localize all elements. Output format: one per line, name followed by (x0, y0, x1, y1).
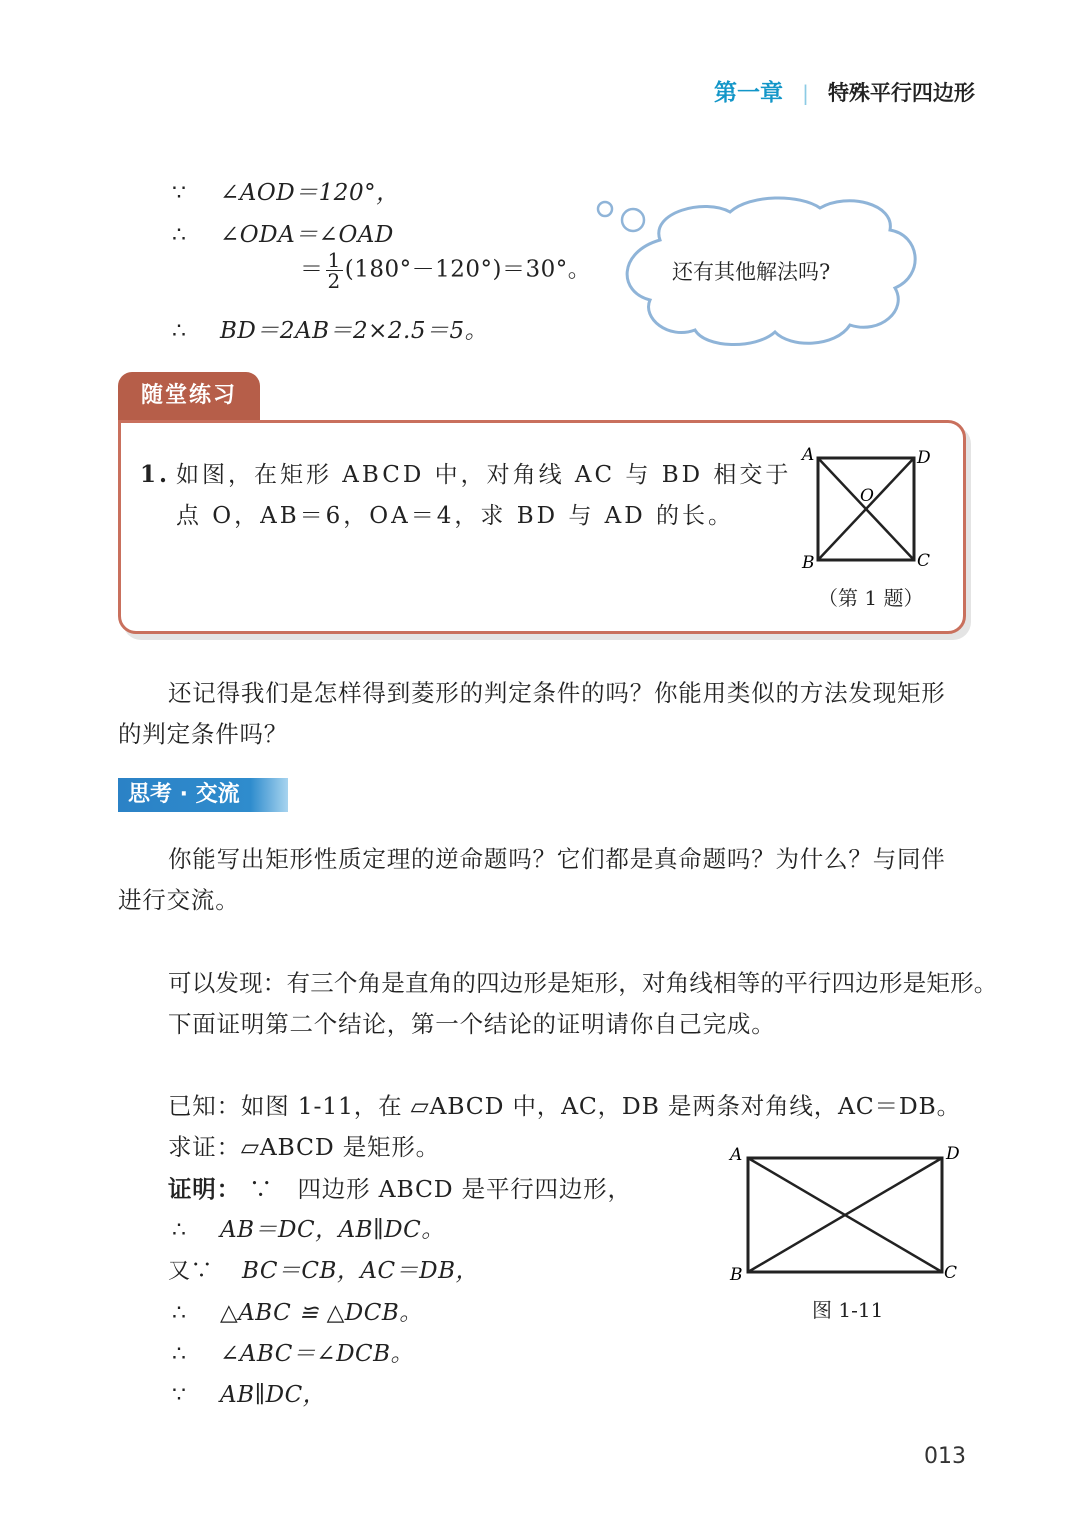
practice-question-line-2: 点 O，AB＝6，OA＝4，求 BD 与 AD 的长。 (176, 503, 735, 529)
label-b: B (802, 553, 815, 573)
practice-tab: 随堂练习 (118, 372, 260, 420)
label-c: C (944, 1263, 958, 1283)
discover-line-2: 下面证明第二个结论，第一个结论的证明请你自己完成。 (168, 1010, 776, 1038)
proof-step-3 (172, 1294, 423, 1327)
because-symbol: ∵ (172, 1383, 187, 1408)
solution-text-1: ∠AOD＝120°， (220, 180, 400, 206)
page-number: 013 (924, 1444, 966, 1469)
thought-bubble-text: 还有其他解法吗? (672, 260, 831, 284)
proof-step-4 (172, 1335, 414, 1368)
recall-line-2: 的判定条件吗？ (118, 720, 289, 748)
figure-1-11-caption: 图 1-11 (812, 1298, 884, 1322)
because-symbol: ∵ (172, 181, 187, 206)
practice-question-line-1 (140, 456, 791, 489)
equals-sign: ＝ (300, 256, 324, 283)
proof-first-line: ∵ 四边形 ABCD 是平行四边形， (248, 1175, 632, 1203)
discover-line-1: 可以发现：有三个角是直角的四边形是矩形，对角线相等的平行四边形是矩形。 (168, 969, 998, 997)
proof-step-2-text: BC＝CB，AC＝DB， (242, 1258, 479, 1284)
proof-step-2 (168, 1252, 479, 1285)
therefore-symbol: ∴ (172, 1301, 187, 1326)
solution-text-2: ∠ODA＝∠OAD (220, 222, 394, 248)
label-a: A (802, 445, 815, 465)
proof-step-4-text: ∠ABC＝∠DCB。 (220, 1341, 415, 1367)
header-separator: | (802, 81, 809, 105)
figure-1-11-rectangle (726, 1140, 966, 1288)
header (714, 74, 975, 107)
solution-line-3 (300, 250, 591, 291)
therefore-symbol: ∴ (172, 319, 187, 344)
label-a: A (730, 1145, 743, 1165)
practice-figure-caption: （第 1 题） (818, 586, 924, 610)
fraction-half (326, 250, 343, 291)
proof-step-1-text: AB＝DC，AB∥DC。 (220, 1217, 445, 1243)
label-b: B (730, 1265, 743, 1285)
therefore-symbol: ∴ (172, 223, 187, 248)
solution-text-4: BD＝2AB＝2×2.5＝5。 (220, 318, 489, 344)
think-exchange-tag: 思考 · 交流 (118, 778, 288, 812)
proof-given: 已知：如图 1-11，在 ▱ABCD 中，AC，DB 是两条对角线，AC＝DB。 (168, 1092, 961, 1120)
proof-to-prove: 求证：▱ABCD 是矩形。 (168, 1133, 440, 1161)
proof-step-5 (172, 1376, 326, 1409)
question-text-1: 如图，在矩形 ABCD 中，对角线 AC 与 BD 相交于 (176, 462, 792, 488)
label-d: D (917, 448, 931, 468)
solution-line-2 (172, 216, 394, 249)
label-d: D (946, 1144, 960, 1164)
think-line-2: 进行交流。 (118, 886, 240, 914)
also-because-symbol: 又∵ (168, 1259, 214, 1284)
label-o: O (860, 486, 874, 506)
proof-label: 证明： (168, 1175, 241, 1203)
chapter-title: 特殊平行四边形 (827, 81, 975, 105)
solution-line-4 (172, 312, 488, 345)
solution-text-3: (180°－120°)＝30°。 (344, 256, 592, 283)
recall-line-1: 还记得我们是怎样得到菱形的判定条件的吗？你能用类似的方法发现矩形 (168, 679, 946, 707)
therefore-symbol: ∴ (172, 1218, 187, 1243)
chapter-label: 第一章 (714, 80, 783, 106)
solution-line-1 (172, 174, 400, 207)
proof-step-1 (172, 1211, 445, 1244)
practice-figure-rectangle (800, 444, 940, 576)
proof-step-5-text: AB∥DC， (220, 1382, 327, 1408)
label-c: C (917, 551, 931, 571)
proof-step-3-text: △ABC ≌ △DCB。 (220, 1300, 423, 1326)
fraction-numerator: 1 (327, 248, 341, 272)
think-line-1: 你能写出矩形性质定理的逆命题吗？它们都是真命题吗？为什么？与同伴 (168, 845, 946, 873)
proof-start (168, 1170, 632, 1204)
therefore-symbol: ∴ (172, 1342, 187, 1367)
question-number: 1. (140, 461, 171, 488)
fraction-denominator: 2 (327, 269, 341, 293)
